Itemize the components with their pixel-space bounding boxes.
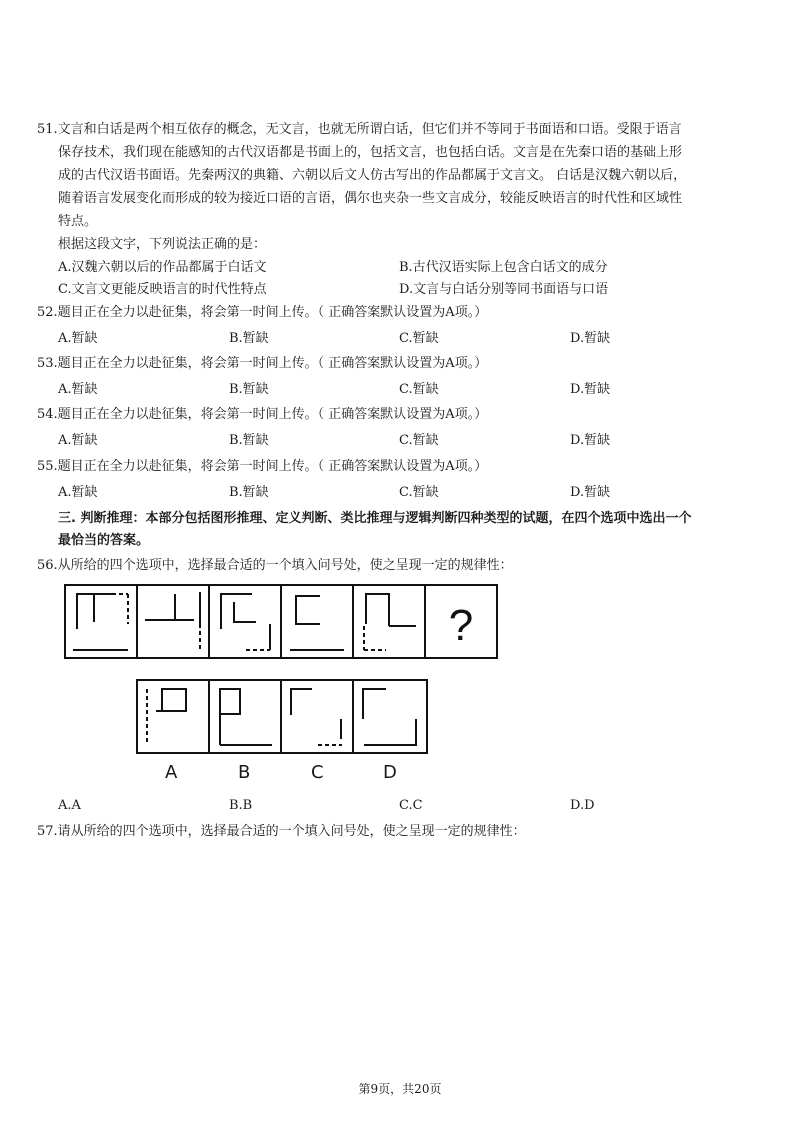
q54-option-d[interactable]: D.暂缺	[570, 433, 611, 448]
option-d-shape	[363, 689, 416, 745]
q51-option-b[interactable]: B.古代汉语实际上包含白话文的成分	[399, 260, 608, 275]
question-figure-frame	[65, 585, 497, 658]
q51-line-2: 保存技术，我们现在能感知的古代汉语都是书面上的，包括文言，也包括白话。文言是在先秦口语的基础上形	[58, 145, 683, 160]
question-cell-2-shape	[145, 592, 200, 624]
question-mark: ?	[448, 601, 474, 650]
q56-option-d[interactable]: D.D	[570, 798, 595, 813]
q52-stem: 52.题目正在全力以赴征集，将会第一时间上传。（ 正确答案默认设置为A项。）	[37, 305, 488, 320]
q55-option-a[interactable]: A.暂缺	[58, 485, 98, 500]
options-figure-frame	[137, 680, 427, 753]
option-a-shape	[156, 689, 186, 711]
q51-line-5: 特点。	[58, 214, 98, 229]
q52-option-d[interactable]: D.暂缺	[570, 331, 611, 346]
q53-option-b[interactable]: B.暂缺	[229, 382, 269, 397]
q55-option-c[interactable]: C.暂缺	[399, 485, 439, 500]
q52-option-b[interactable]: B.暂缺	[229, 331, 269, 346]
q51-option-d[interactable]: D.文言与白话分别等同书面语与口语	[399, 282, 609, 297]
q54-stem: 54.题目正在全力以赴征集，将会第一时间上传。（ 正确答案默认设置为A项。）	[37, 407, 488, 422]
option-letter-d: D	[383, 762, 397, 783]
q56-option-c[interactable]: C.C	[399, 798, 423, 813]
q55-option-b[interactable]: B.暂缺	[229, 485, 269, 500]
q54-option-a[interactable]: A.暂缺	[58, 433, 98, 448]
q56-option-b[interactable]: B.B	[229, 798, 253, 813]
q55-stem: 55.题目正在全力以赴征集，将会第一时间上传。（ 正确答案默认设置为A项。）	[37, 459, 488, 474]
q55-option-d[interactable]: D.暂缺	[570, 485, 611, 500]
q56-options-figure	[136, 679, 429, 755]
option-letter-a: A	[165, 762, 178, 783]
q52-option-c[interactable]: C.暂缺	[399, 331, 439, 346]
q54-option-c[interactable]: C.暂缺	[399, 433, 439, 448]
question-cell-1-shape	[73, 594, 128, 650]
option-letter-c: C	[311, 762, 324, 783]
section-3-heading: 三. 判断推理：本部分包括图形推理、定义判断、类比推理与逻辑判断四种类型的试题，在四个选项中选出一个	[58, 511, 692, 526]
option-letter-b: B	[238, 762, 251, 783]
question-cell-4-shape	[290, 596, 344, 650]
q57-stem: 57.请从所给的四个选项中，选择最合适的一个填入问号处，使之呈现一定的规律性：	[37, 824, 526, 839]
q51-line-1: 51.文言和白话是两个相互依存的概念，无文言，也就无所谓白话，但它们并不等同于书面语和口语。受限于语言	[37, 122, 682, 137]
question-cell-3-shape	[221, 594, 270, 650]
option-b-shape	[220, 689, 272, 745]
q51-option-c[interactable]: C.文言文更能反映语言的时代性特点	[58, 282, 267, 297]
question-cell-5-shape	[366, 594, 416, 626]
q53-stem: 53.题目正在全力以赴征集，将会第一时间上传。（ 正确答案默认设置为A项。）	[37, 356, 488, 371]
q53-option-c[interactable]: C.暂缺	[399, 382, 439, 397]
q56-stem: 56.从所给的四个选项中，选择最合适的一个填入问号处，使之呈现一定的规律性：	[37, 558, 513, 573]
q52-option-a[interactable]: A.暂缺	[58, 331, 98, 346]
page-footer: 第9页，共20页	[358, 1082, 442, 1096]
q54-option-b[interactable]: B.暂缺	[229, 433, 269, 448]
section-3-heading-cont: 最恰当的答案。	[58, 533, 150, 548]
q56-option-a[interactable]: A.A	[58, 798, 81, 813]
q51-option-a[interactable]: A.汉魏六朝以后的作品都属于白话文	[58, 260, 267, 275]
q56-question-figure	[64, 584, 498, 660]
q53-option-a[interactable]: A.暂缺	[58, 382, 98, 397]
q51-question: 根据这段文字，下列说法正确的是：	[58, 237, 267, 252]
q51-line-3: 成的古代汉语书面语。先秦两汉的典籍、六朝以后文人仿古写出的作品都属于文言文。 白话是汉魏六朝以后，	[58, 168, 687, 183]
q51-line-4: 随着语言发展变化而形成的较为接近口语的言语，偶尔也夹杂一些文言成分，较能反映语言的时代性和区域性	[58, 191, 683, 206]
option-c-shape	[291, 689, 341, 739]
q53-option-d[interactable]: D.暂缺	[570, 382, 611, 397]
